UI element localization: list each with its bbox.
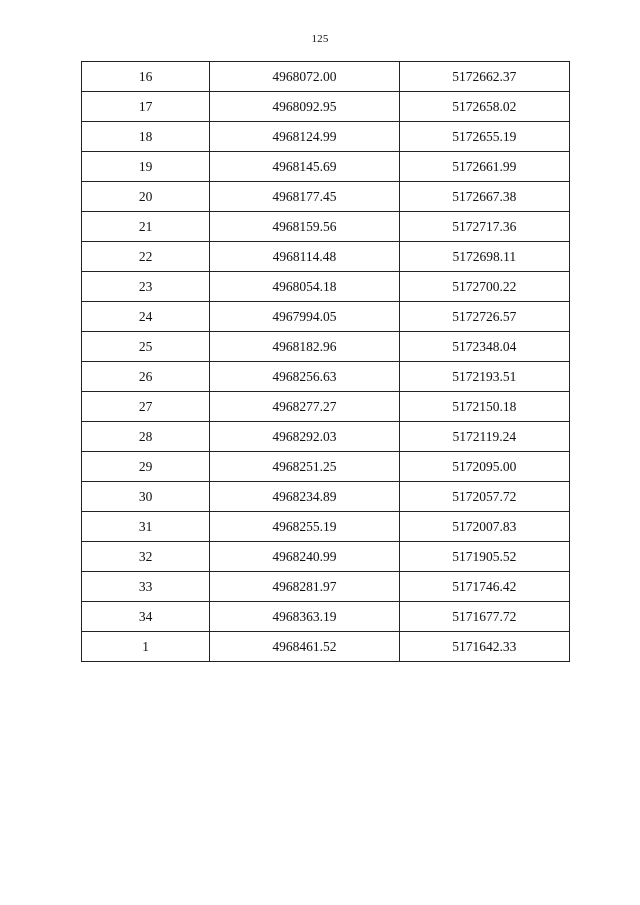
y-coordinate-cell: 5172661.99: [399, 152, 569, 182]
point-number-cell: 21: [82, 212, 210, 242]
y-coordinate-cell: 5172662.37: [399, 62, 569, 92]
y-coordinate-cell: 5171905.52: [399, 542, 569, 572]
x-coordinate-cell: 4968277.27: [210, 392, 399, 422]
x-coordinate-cell: 4968145.69: [210, 152, 399, 182]
table-row: [82, 212, 570, 242]
page-number: 125: [311, 33, 329, 45]
table-row: [82, 242, 570, 272]
y-coordinate-cell: 5172057.72: [399, 482, 569, 512]
table-row: [82, 482, 570, 512]
point-number-cell: 22: [82, 242, 210, 272]
table-row: [82, 572, 570, 602]
x-coordinate-cell: 4968177.45: [210, 182, 399, 212]
table-row: [82, 332, 570, 362]
y-coordinate-cell: 5171677.72: [399, 602, 569, 632]
table-row: [82, 302, 570, 332]
x-coordinate-cell: 4968072.00: [210, 62, 399, 92]
point-number-cell: 18: [82, 122, 210, 152]
table-row: [82, 602, 570, 632]
point-number-cell: 30: [82, 482, 210, 512]
y-coordinate-cell: 5172348.04: [399, 332, 569, 362]
point-number-cell: 16: [82, 62, 210, 92]
table-row: [82, 92, 570, 122]
y-coordinate-cell: 5172007.83: [399, 512, 569, 542]
point-number-cell: 20: [82, 182, 210, 212]
x-coordinate-cell: 4968124.99: [210, 122, 399, 152]
table-row: [82, 512, 570, 542]
point-number-cell: 24: [82, 302, 210, 332]
x-coordinate-cell: 4968363.19: [210, 602, 399, 632]
x-coordinate-cell: 4968182.96: [210, 332, 399, 362]
coordinates-table: [81, 61, 570, 662]
x-coordinate-cell: 4968461.52: [210, 632, 399, 662]
y-coordinate-cell: 5172150.18: [399, 392, 569, 422]
point-number-cell: 25: [82, 332, 210, 362]
y-coordinate-cell: 5171642.33: [399, 632, 569, 662]
x-coordinate-cell: 4967994.05: [210, 302, 399, 332]
point-number-cell: 23: [82, 272, 210, 302]
x-coordinate-cell: 4968240.99: [210, 542, 399, 572]
x-coordinate-cell: 4968114.48: [210, 242, 399, 272]
y-coordinate-cell: 5172193.51: [399, 362, 569, 392]
x-coordinate-cell: 4968281.97: [210, 572, 399, 602]
table-row: [82, 632, 570, 662]
y-coordinate-cell: 5172095.00: [399, 452, 569, 482]
table-row: [82, 62, 570, 92]
point-number-cell: 29: [82, 452, 210, 482]
point-number-cell: 26: [82, 362, 210, 392]
x-coordinate-cell: 4968092.95: [210, 92, 399, 122]
x-coordinate-cell: 4968159.56: [210, 212, 399, 242]
coordinates-table-body: [82, 62, 570, 662]
x-coordinate-cell: 4968234.89: [210, 482, 399, 512]
y-coordinate-cell: 5172667.38: [399, 182, 569, 212]
x-coordinate-cell: 4968054.18: [210, 272, 399, 302]
table-row: [82, 452, 570, 482]
point-number-cell: 28: [82, 422, 210, 452]
y-coordinate-cell: 5171746.42: [399, 572, 569, 602]
x-coordinate-cell: 4968255.19: [210, 512, 399, 542]
x-coordinate-cell: 4968251.25: [210, 452, 399, 482]
x-coordinate-cell: 4968256.63: [210, 362, 399, 392]
y-coordinate-cell: 5172655.19: [399, 122, 569, 152]
y-coordinate-cell: 5172717.36: [399, 212, 569, 242]
y-coordinate-cell: 5172658.02: [399, 92, 569, 122]
point-number-cell: 19: [82, 152, 210, 182]
table-row: [82, 152, 570, 182]
y-coordinate-cell: 5172119.24: [399, 422, 569, 452]
y-coordinate-cell: 5172700.22: [399, 272, 569, 302]
table-row: [82, 362, 570, 392]
table-row: [82, 392, 570, 422]
table-row: [82, 542, 570, 572]
table-row: [82, 182, 570, 212]
point-number-cell: 34: [82, 602, 210, 632]
table-row: [82, 272, 570, 302]
point-number-cell: 33: [82, 572, 210, 602]
point-number-cell: 32: [82, 542, 210, 572]
point-number-cell: 17: [82, 92, 210, 122]
table-row: [82, 122, 570, 152]
point-number-cell: 1: [82, 632, 210, 662]
point-number-cell: 31: [82, 512, 210, 542]
table-row: [82, 422, 570, 452]
y-coordinate-cell: 5172698.11: [399, 242, 569, 272]
x-coordinate-cell: 4968292.03: [210, 422, 399, 452]
y-coordinate-cell: 5172726.57: [399, 302, 569, 332]
point-number-cell: 27: [82, 392, 210, 422]
